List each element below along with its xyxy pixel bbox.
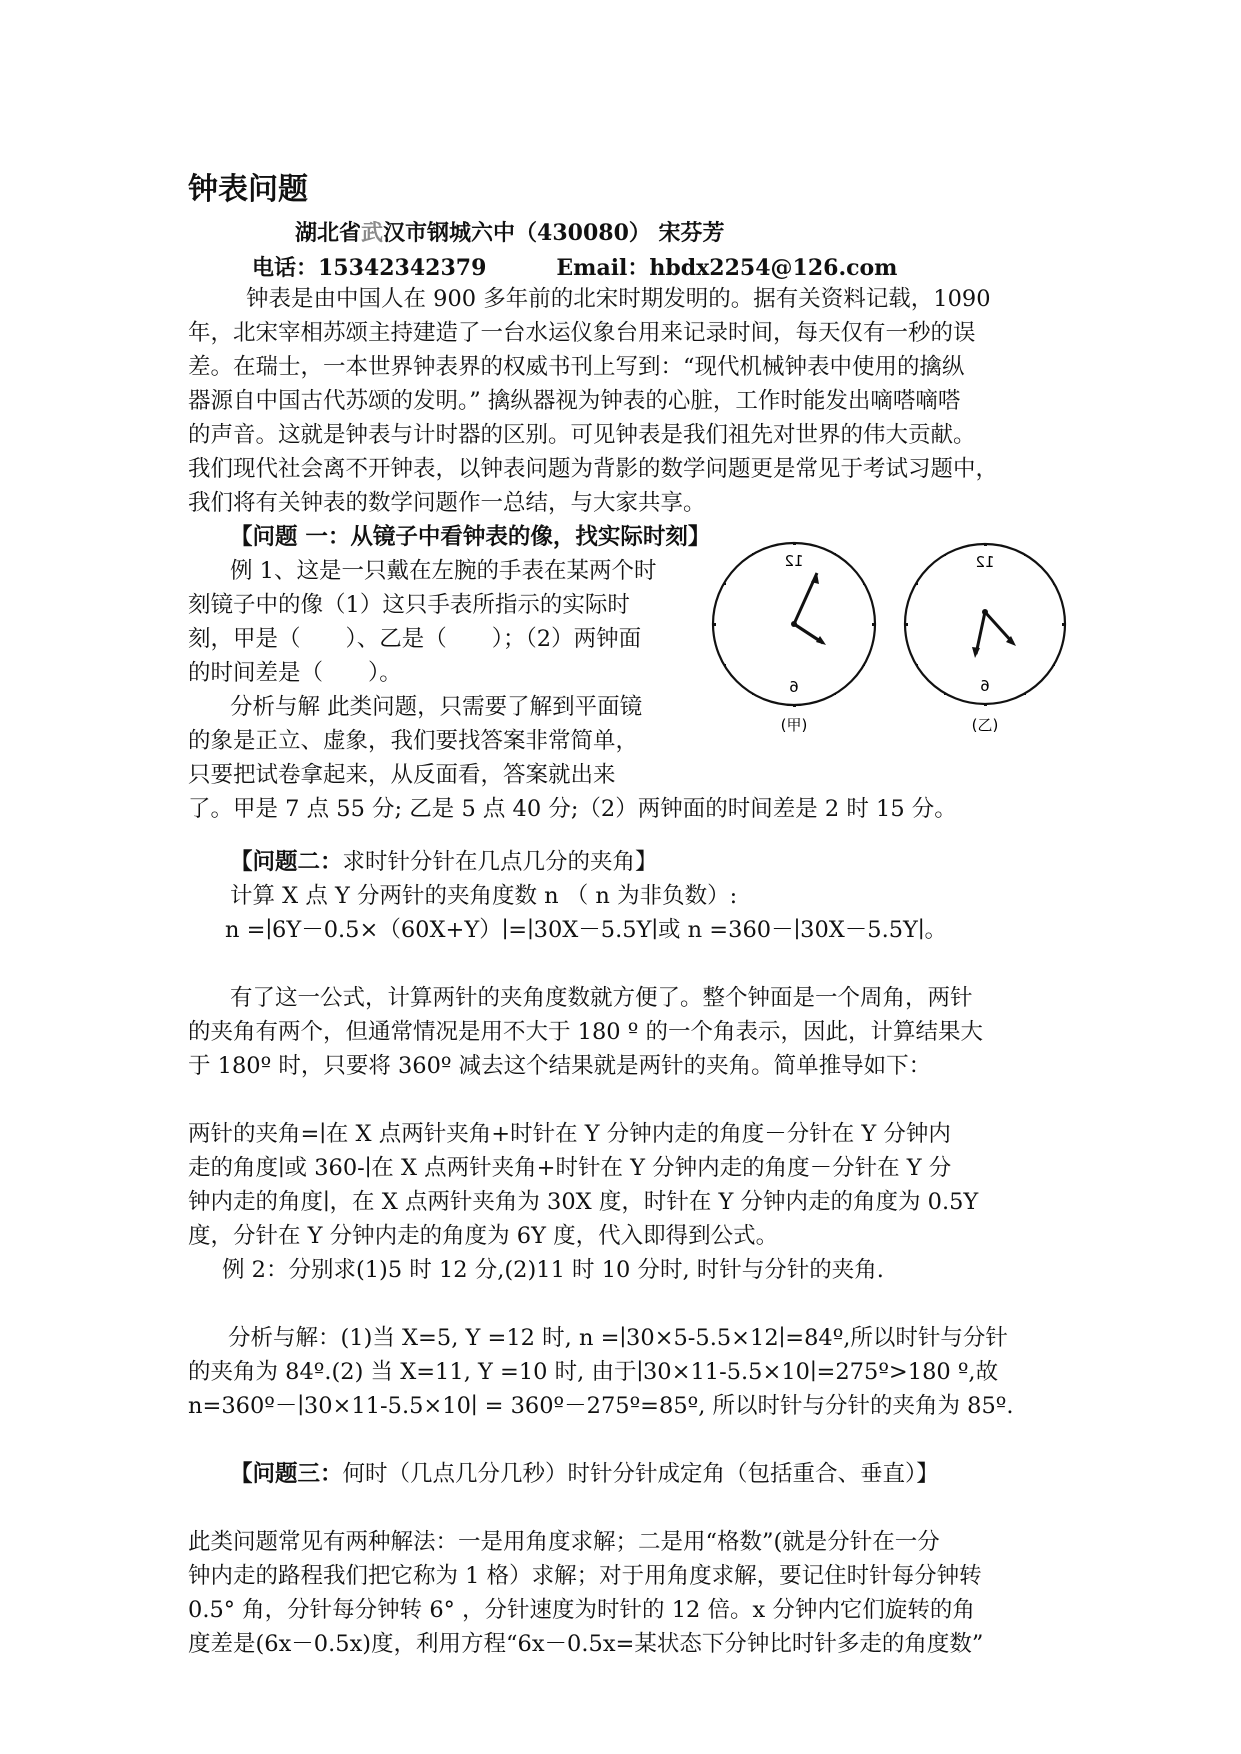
contact-line xyxy=(252,251,897,282)
derivation-line: 度，分针在 Y 分钟内走的角度为 6Y 度，代入即得到公式。 xyxy=(188,1223,779,1249)
intro-line: 年，北宋宰相苏颂主持建造了一台水运仪象台用来记录时间，每天仅有一秒的误 xyxy=(188,320,976,346)
clock-a-hour-arrow xyxy=(816,636,826,645)
problem2-heading: 【问题二：求时针分针在几点几分的夹角】 xyxy=(230,849,658,875)
formula-intro: 计算 X 点 Y 分两针的夹角度数 n （ n 为非负数）: xyxy=(230,883,738,909)
clock-b-6: 6 xyxy=(980,677,990,695)
clock-a-label: (甲) xyxy=(780,716,808,734)
clock-a-12: 12 xyxy=(784,552,804,570)
problem1-line: 的象是正立、虚象，我们要找答案非常简单， xyxy=(188,728,639,754)
phone: 电话：15342342379 xyxy=(252,255,487,281)
clock-a xyxy=(713,542,875,734)
clock-b-hour-hand xyxy=(985,612,1013,643)
intro-line: 钟表是由中国人在 900 多年前的北宋时期发明的。据有关资料记载，1090 xyxy=(246,286,991,312)
intro-line: 差。在瑞士，一本世界钟表界的权威书刊上写到：“现代机械钟表中使用的擒纵 xyxy=(188,354,965,380)
intro-line: 的声音。这就是钟表与计时器的区别。可见钟表是我们祖先对世界的伟大贡献。 xyxy=(188,422,976,448)
solution-line: 分析与解：(1)当 X=5, Y =12 时, n =∣30×5-5.5×12∣=84º,所以时针与分针 xyxy=(228,1325,1008,1351)
intro-line: 器源自中国古代苏颂的发明。” 擒纵器视为钟表的心脏，工作时能发出嘀嗒嘀嗒 xyxy=(188,388,961,414)
problem1-line: 只要把试卷拿起来，从反面看，答案就出来 xyxy=(188,762,616,788)
problem3-line: 此类问题常见有两种解法：一是用角度求解；二是用“格数”(就是分针在一分 xyxy=(188,1529,940,1555)
clock-b-12: 12 xyxy=(975,553,995,571)
problem1-line: 的时间差是（ ）。 xyxy=(188,660,402,686)
mirror-clocks-figure xyxy=(710,540,1080,750)
intro-line: 我们将有关钟表的数学问题作一总结，与大家共享。 xyxy=(188,490,706,516)
clock-b xyxy=(905,543,1065,734)
solution-line: n=360º－∣30×11-5.5×10∣ = 360º－275º=85º, 所以时针与分针的夹角为 85º. xyxy=(188,1393,1014,1419)
note-line: 有了这一公式，计算两针的夹角度数就方便了。整个钟面是一个周角，两针 xyxy=(230,985,973,1011)
clock-b-minute-arrow xyxy=(972,647,980,658)
problem1-line: 分析与解 此类问题，只需要了解到平面镜 xyxy=(230,694,643,720)
formula: n =∣6Y－0.5×（60X+Y）∣=∣30X－5.5Y∣或 n =360－∣30X－5.5Y∣。 xyxy=(225,917,947,943)
intro-line: 我们现代社会离不开钟表，以钟表问题为背影的数学问题更是常见于考试习题中， xyxy=(188,456,999,482)
example-2: 例 2：分别求(1)5 时 12 分,(2)11 时 10 分时, 时针与分针的夹角. xyxy=(222,1257,884,1283)
problem1-line: 例 1、这是一只戴在左腕的手表在某两个时 xyxy=(230,558,657,584)
problem3-line: 度差是(6x－0.5x)度，利用方程“6x－0.5x=某状态下分钟比时针多走的角度数” xyxy=(188,1631,984,1657)
note-line: 的夹角有两个，但通常情况是用不大于 180 º 的一个角表示，因此，计算结果大 xyxy=(188,1019,983,1045)
email: Email：hbdx2254@126.com xyxy=(556,255,898,281)
problem3-line: 0.5° 角，分针每分钟转 6° ，分针速度为时针的 12 倍。x 分钟内它们旋转的角 xyxy=(188,1597,975,1623)
problem3-heading: 【问题三：何时（几点几分几秒）时针分针成定角（包括重合、垂直）】 xyxy=(230,1461,939,1487)
page-title: 钟表问题 xyxy=(188,172,308,207)
author-line: 湖北省武汉市钢城六中（430080） 宋芬芳 xyxy=(295,220,725,246)
note-line: 于 180º 时，只要将 360º 减去这个结果就是两针的夹角。简单推导如下： xyxy=(188,1053,932,1079)
problem1-answer: 了。甲是 7 点 55 分; 乙是 5 点 40 分;（2）两钟面的时间差是 2 时 15 分。 xyxy=(188,796,957,822)
clock-b-label: (乙) xyxy=(971,716,999,734)
derivation-line: 两针的夹角=∣在 X 点两针夹角+时针在 Y 分钟内走的角度－分针在 Y 分钟内 xyxy=(188,1121,951,1147)
derivation-line: 走的角度∣或 360-∣在 X 点两针夹角+时针在 Y 分钟内走的角度－分针在 Y 分 xyxy=(188,1155,952,1181)
clock-a-6: 6 xyxy=(789,678,799,696)
problem1-line: 刻镜子中的像（1）这只手表所指示的实际时 xyxy=(188,592,630,618)
problem1-heading: 【问题 一：从镜子中看钟表的像，找实际时刻】 xyxy=(230,524,711,550)
solution-line: 的夹角为 84º.(2) 当 X=11, Y =10 时, 由于∣30×11-5.5×10∣=275º>180 º,故 xyxy=(188,1359,999,1385)
problem1-line: 刻，甲是（ ）、乙是（ ）；（2）两钟面 xyxy=(188,626,642,652)
derivation-line: 钟内走的角度∣，在 X 点两针夹角为 30X 度，时针在 Y 分钟内走的角度为 0.5Y xyxy=(188,1189,979,1215)
problem3-line: 钟内走的路程我们把它称为 1 格）求解；对于用角度求解，要记住时针每分钟转 xyxy=(188,1563,982,1589)
